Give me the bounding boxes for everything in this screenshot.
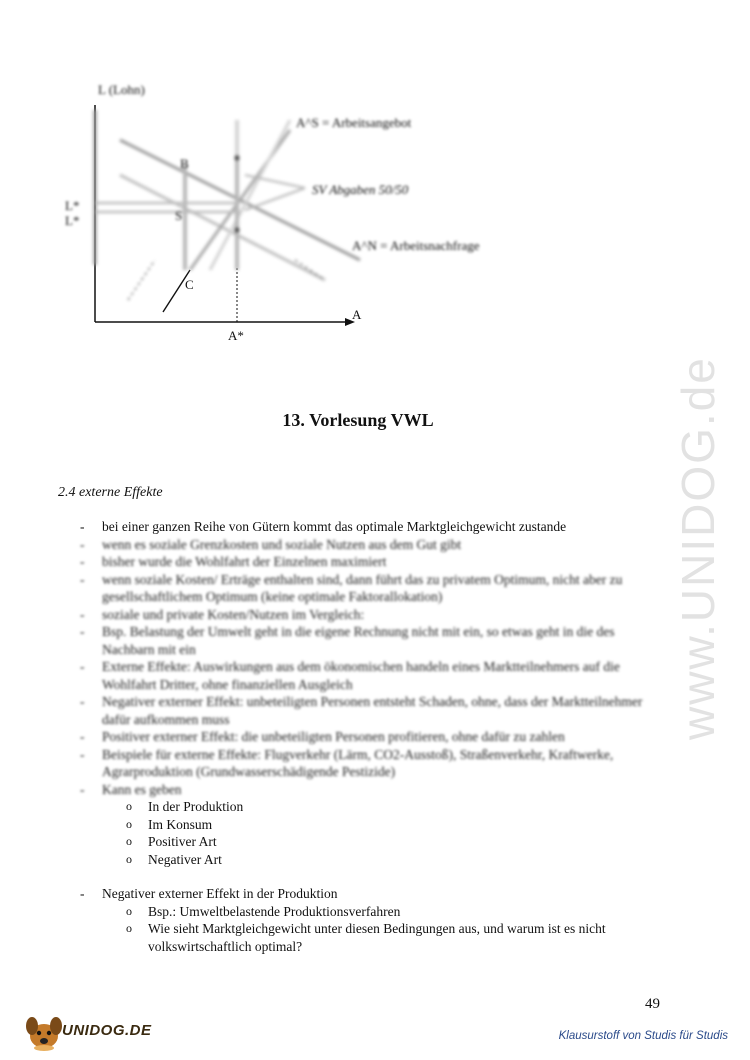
list-item: - Externe Effekte: Auswirkungen aus dem ökonomischen handeln eines Marktteilnehmers auf die Wohlfahrt Dritter, ohne finanziellen Ausgleich <box>80 659 620 692</box>
l-star-label-1: L* <box>65 198 80 213</box>
list-item: - Positiver externer Effekt: die unbeteiligten Personen profitieren, ohne dafür zu zahlen <box>80 729 565 744</box>
blurred-curves <box>95 110 360 300</box>
list-item: - bisher wurde die Wohlfahrt der Einzelnen maximiert <box>80 554 387 569</box>
list-item: - Bsp. Belastung der Umwelt geht in die eigene Rechnung nicht mit ein, so etwas geht in die des Nachbarn mit ein <box>80 624 615 657</box>
list-item: - wenn soziale Kosten/ Erträge enthalten sind, dann führt das zu privatem Optimum, nicht aber zu gesellschaftlichem Optimum (keine optimale Faktorallokation) <box>80 571 623 604</box>
point-b-label: B <box>180 156 189 171</box>
unidog-watermark: www.UNIDOG.de <box>672 356 724 740</box>
list-item: - Negativer externer Effekt in der Produktion <box>80 886 338 901</box>
supply-label: A^S = Arbeitsangebot <box>296 115 412 130</box>
point-s-label: S <box>175 208 183 223</box>
sub-list-item: o In der Produktion <box>126 799 244 814</box>
l-star-label-2: L* <box>65 213 80 228</box>
logo-text: UNIDOG.DE <box>62 1022 152 1039</box>
list-item: - Kann es geben <box>80 781 182 797</box>
dog-mascot-icon <box>22 1014 64 1052</box>
section-heading: 2.4 externe Effekte <box>58 485 163 500</box>
x-axis-label: A <box>352 307 362 322</box>
list-item: - Negativer externer Effekt: unbeteiligten Personen entsteht Schaden, ohne, dass der Marktteilnehmer dafür aufkommen muss <box>80 694 643 727</box>
list-item: - soziale und private Kosten/Nutzen im Vergleich: <box>80 606 365 622</box>
list-item: - wenn es soziale Grenzkosten und soziale Nutzen aus dem Gut gibt <box>80 536 462 552</box>
sub-list-item: o Im Konsum <box>126 816 213 832</box>
sub-list-item: o Bsp.: Umweltbelastende Produktionsverfahren <box>126 903 401 919</box>
sub-list-item: o Negativer Art <box>126 851 222 867</box>
x-star-label: A* <box>228 328 244 343</box>
point-c-label: C <box>185 277 194 292</box>
lecture-title: 13. Vorlesung VWL <box>282 410 434 430</box>
sv-label: SV Abgaben 50/50 <box>312 182 409 197</box>
content-list <box>80 518 670 955</box>
demand-label: A^N = Arbeitsnachfrage <box>352 238 480 253</box>
sub-list-item: o Wie sieht Marktgleichgewicht unter diesen Bedingungen aus, und warum ist es nicht volkswirtschaftlich optimal? <box>126 921 606 954</box>
page-number: 49 <box>645 996 660 1012</box>
labour-market-diagram <box>60 80 520 365</box>
footer-tagline: Klausurstoff von Studis für Studis <box>558 1030 728 1042</box>
sub-list-item: o Positiver Art <box>126 834 217 849</box>
list-item: - Beispiele für externe Effekte: Flugverkehr (Lärm, CO2-Ausstoß), Straßenverkehr, Kraftwerke, Agrarproduktion (Grundwasserschädigende Pestizide) <box>80 746 614 779</box>
y-axis-label: L (Lohn) <box>98 82 145 97</box>
diagram-svg <box>60 80 520 360</box>
list-item: - bei einer ganzen Reihe von Gütern kommt das optimale Marktgleichgewicht zustande <box>80 519 567 534</box>
